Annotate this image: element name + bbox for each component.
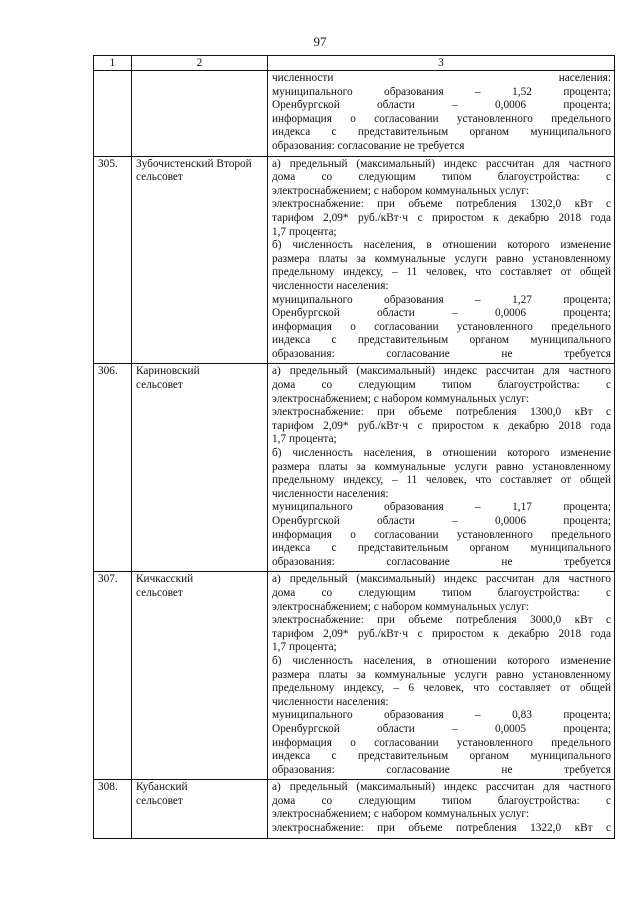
continuation-name-cell (132, 71, 268, 157)
text-line: электроснабжение: при объеме потребления 3000,0 кВт с (272, 614, 611, 627)
text-line: а) предельный (максимальный) индекс рассчитан для частного (272, 781, 611, 794)
text-line: муниципального образования – 1,52 процента; (272, 85, 611, 98)
municipality-name-cell (132, 364, 268, 572)
municipality-name-line: сельсовет (136, 379, 183, 392)
text-line: муниципального образования – 1,27 процента; (272, 293, 611, 306)
text-line: электроснабжением; с набором коммунальных услуг: (272, 600, 530, 613)
row-number: 305. (94, 156, 132, 364)
index-details-cell (268, 156, 615, 364)
text-line: предельному индексу, – 6 человек, что составляет от общей (272, 682, 611, 695)
municipality-name-line: сельсовет (136, 171, 183, 184)
text-line: Оренбургской области – 0,0005 процента; (272, 722, 611, 735)
text-line: электроснабжение: при объеме потребления 1300,0 кВт с (272, 406, 611, 419)
column-header-3: 3 (268, 56, 615, 71)
table-row (94, 572, 615, 780)
text-line: численности населения: (272, 487, 389, 500)
text-line: б) численность населения, в отношении которого изменение (272, 239, 611, 252)
text-line: индекса с представительным органом муниципального (272, 750, 611, 763)
text-line: электроснабжением; с набором коммунальных услуг: (272, 808, 530, 821)
municipality-name-line: Кариновский (136, 365, 200, 378)
index-details-cell (268, 572, 615, 780)
text-line: информация о согласовании установленного предельного (272, 528, 611, 541)
municipality-name-line: Кубанский (136, 781, 188, 794)
municipality-name-line: сельсовет (136, 586, 183, 599)
text-line: образования: согласование не требуется (272, 347, 611, 360)
text-line: б) численность населения, в отношении которого изменение (272, 447, 611, 460)
text-line: численности населения: (272, 72, 611, 84)
municipality-name-line: сельсовет (136, 794, 183, 807)
text-line: электроснабжением; с набором коммунальных услуг: (272, 184, 530, 197)
text-line: предельному индексу, – 11 человек, что составляет от общей (272, 474, 611, 487)
row-number: 308. (94, 780, 132, 838)
text-line: муниципального образования – 0,83 процента; (272, 709, 611, 722)
text-line: 1,7 процента; (272, 433, 337, 446)
text-line: б) численность населения, в отношении которого изменение (272, 654, 611, 667)
text-line: дома со следующим типом благоустройства: с (272, 794, 611, 807)
text-line: муниципального образования – 1,17 процента; (272, 501, 611, 514)
text-line: Оренбургской области – 0,0006 процента; (272, 515, 611, 527)
text-line: электроснабжением; с набором коммунальных услуг: (272, 392, 530, 405)
index-details-cell (268, 780, 615, 838)
page-number: 97 (313, 34, 327, 49)
column-header-row (94, 56, 615, 71)
row-number: 306. (94, 364, 132, 572)
table-row (94, 364, 615, 572)
text-line: 1,7 процента; (272, 641, 337, 654)
text-line: тарифом 2,09* руб./кВт·ч с приростом к декабрю 2018 года (272, 211, 611, 224)
row-number: 307. (94, 572, 132, 780)
text-line: тарифом 2,09* руб./кВт·ч с приростом к декабрю 2018 года (272, 419, 611, 432)
text-line: образования: согласование не требуется (272, 139, 465, 152)
municipality-name-cell (132, 780, 268, 838)
text-line: дома со следующим типом благоустройства: с (272, 379, 611, 392)
text-line: индекса с представительным органом муниципального (272, 334, 611, 347)
text-line: а) предельный (максимальный) индекс рассчитан для частного (272, 157, 611, 170)
column-header-2: 2 (132, 56, 268, 71)
table-row (94, 780, 615, 838)
text-line: численности населения: (272, 279, 389, 292)
municipality-name-cell (132, 156, 268, 364)
text-line: информация о согласовании установленного предельного (272, 736, 611, 749)
municipality-name-cell (132, 572, 268, 780)
text-line: 1,7 процента; (272, 225, 337, 238)
tariff-index-table (93, 55, 615, 839)
text-line: электроснабжение: при объеме потребления 1322,0 кВт с (272, 822, 611, 835)
text-line: размера платы за коммунальные услуги равно установленному (272, 668, 611, 681)
continuation-number-cell (94, 71, 132, 157)
municipality-name-line: Кичкасский (136, 573, 194, 586)
text-line: численности населения: (272, 695, 389, 708)
text-line: дома со следующим типом благоустройства: с (272, 586, 611, 599)
text-line: информация о согласовании установленного предельного (272, 320, 611, 333)
continuation-text-cell (268, 71, 615, 157)
text-line: а) предельный (максимальный) индекс рассчитан для частного (272, 573, 611, 586)
text-line: дома со следующим типом благоустройства: с (272, 171, 611, 184)
text-line: образования: согласование не требуется (272, 763, 611, 776)
text-line: Оренбургской области – 0,0006 процента; (272, 99, 611, 112)
municipality-name-line: Зубочистенский Второй (136, 157, 252, 170)
text-line: информация о согласовании установленного предельного (272, 112, 611, 125)
continuation-row (94, 71, 615, 157)
text-line: а) предельный (максимальный) индекс рассчитан для частного (272, 365, 611, 378)
text-line: предельному индексу, – 11 человек, что составляет от общей (272, 266, 611, 279)
text-line: размера платы за коммунальные услуги равно установленному (272, 460, 611, 473)
text-line: размера платы за коммунальные услуги равно установленному (272, 252, 611, 265)
index-details-cell (268, 364, 615, 572)
table-row (94, 156, 615, 364)
text-line: тарифом 2,09* руб./кВт·ч с приростом к декабрю 2018 года (272, 627, 611, 640)
text-line: образования: согласование не требуется (272, 555, 611, 568)
text-line: индекса с представительным органом муниципального (272, 126, 611, 139)
column-header-1: 1 (94, 56, 132, 71)
text-line: электроснабжение: при объеме потребления 1302,0 кВт с (272, 198, 611, 211)
text-line: Оренбургской области – 0,0006 процента; (272, 307, 611, 320)
text-line: индекса с представительным органом муниципального (272, 542, 611, 555)
